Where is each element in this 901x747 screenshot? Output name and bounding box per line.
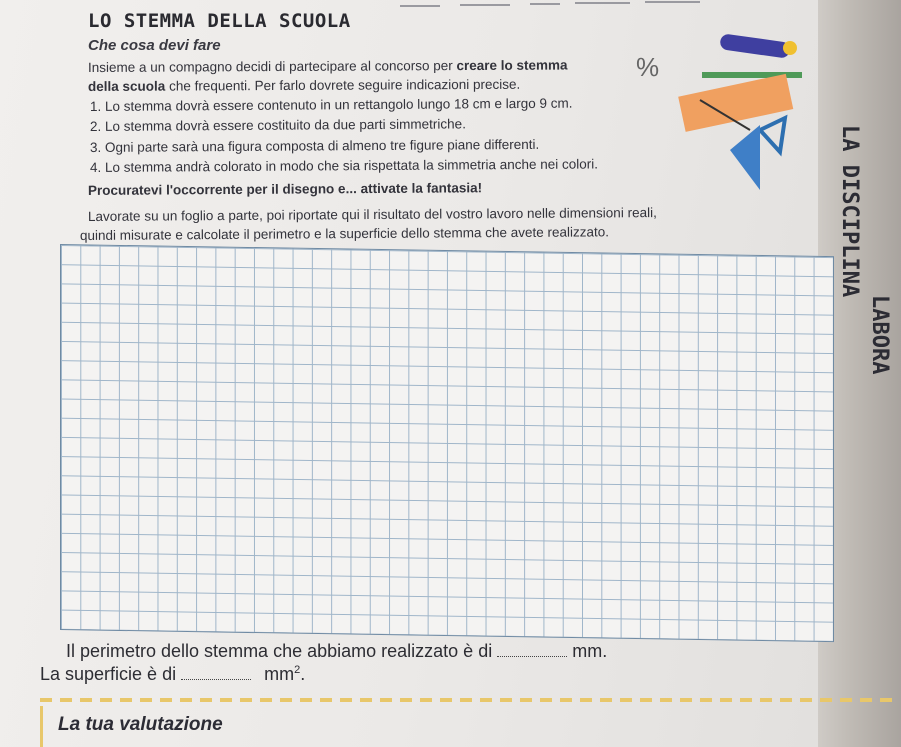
rule-1: 1. Lo stemma dovrà essere contenuto in un rettangolo lungo 18 cm e largo 9 cm.	[89, 95, 573, 114]
perimeter-unit: mm.	[572, 641, 608, 661]
top-scribble-decoration	[400, 0, 700, 10]
chapter-side-tab	[832, 125, 892, 425]
area-label: La superficie è di	[40, 664, 177, 684]
intro-text-2: che frequenti. Per farlo dovrete seguire indicazioni precise.	[165, 76, 521, 94]
instructions-line-2: quindi misurate e calcolate il perimetro e la superficie dello stemma che avete realizzato.	[79, 224, 610, 243]
area-answer-line	[40, 664, 305, 685]
area-unit-end: .	[300, 664, 306, 684]
instructions-line-1: Lavorate su un foglio a parte, poi riportate qui il risultato del vostro lavoro nelle dimensioni reali,	[87, 205, 657, 224]
page-title: LO STEMMA DELLA SCUOLA	[88, 10, 351, 32]
geometry-tools-illustration	[610, 30, 810, 200]
fantasy-callout: Procuratevi l'occorrente per il disegno e... attivate la fantasia!	[87, 180, 483, 198]
drawing-grid[interactable]	[60, 244, 834, 642]
intro-text: Insieme a un compagno decidi di partecipare al concorso per	[87, 58, 457, 75]
rule-4: 4. Lo stemma andrà colorato in modo che sia rispettata la simmetria anche nei colori.	[89, 156, 599, 175]
intro-bold-text: creare lo stemma	[456, 57, 568, 74]
intro-line-2	[88, 77, 520, 94]
set-square-icon	[760, 118, 785, 152]
perimeter-blank[interactable]	[497, 656, 567, 657]
rule-2: 2. Lo stemma dovrà essere costituito da due parti simmetriche.	[89, 116, 466, 134]
intro-line-1	[88, 57, 568, 75]
percent-symbol: %	[636, 52, 660, 82]
blue-triangle-icon	[730, 125, 760, 190]
area-unit	[264, 664, 305, 684]
evaluation-heading: La tua valutazione	[58, 714, 223, 735]
perimeter-label: Il perimetro dello stemma che abbiamo realizzato è di	[66, 641, 493, 661]
perimeter-answer-line	[66, 641, 607, 662]
intro-bold-text-2: della scuola	[87, 78, 166, 94]
area-unit-exponent: 2	[294, 664, 301, 676]
area-unit-base: mm	[264, 664, 295, 684]
side-tab-labora: LABORA	[867, 295, 892, 375]
separator-dashes	[40, 698, 900, 702]
side-tab-discipline: LA DISCIPLINA	[837, 125, 862, 298]
marker-icon	[719, 33, 791, 59]
section-subtitle: Che cosa devi fare	[88, 37, 221, 54]
rule-3: 3. Ogni parte sarà una figura composta di almeno tre figure piane differenti.	[89, 136, 540, 155]
area-blank[interactable]	[181, 679, 251, 680]
